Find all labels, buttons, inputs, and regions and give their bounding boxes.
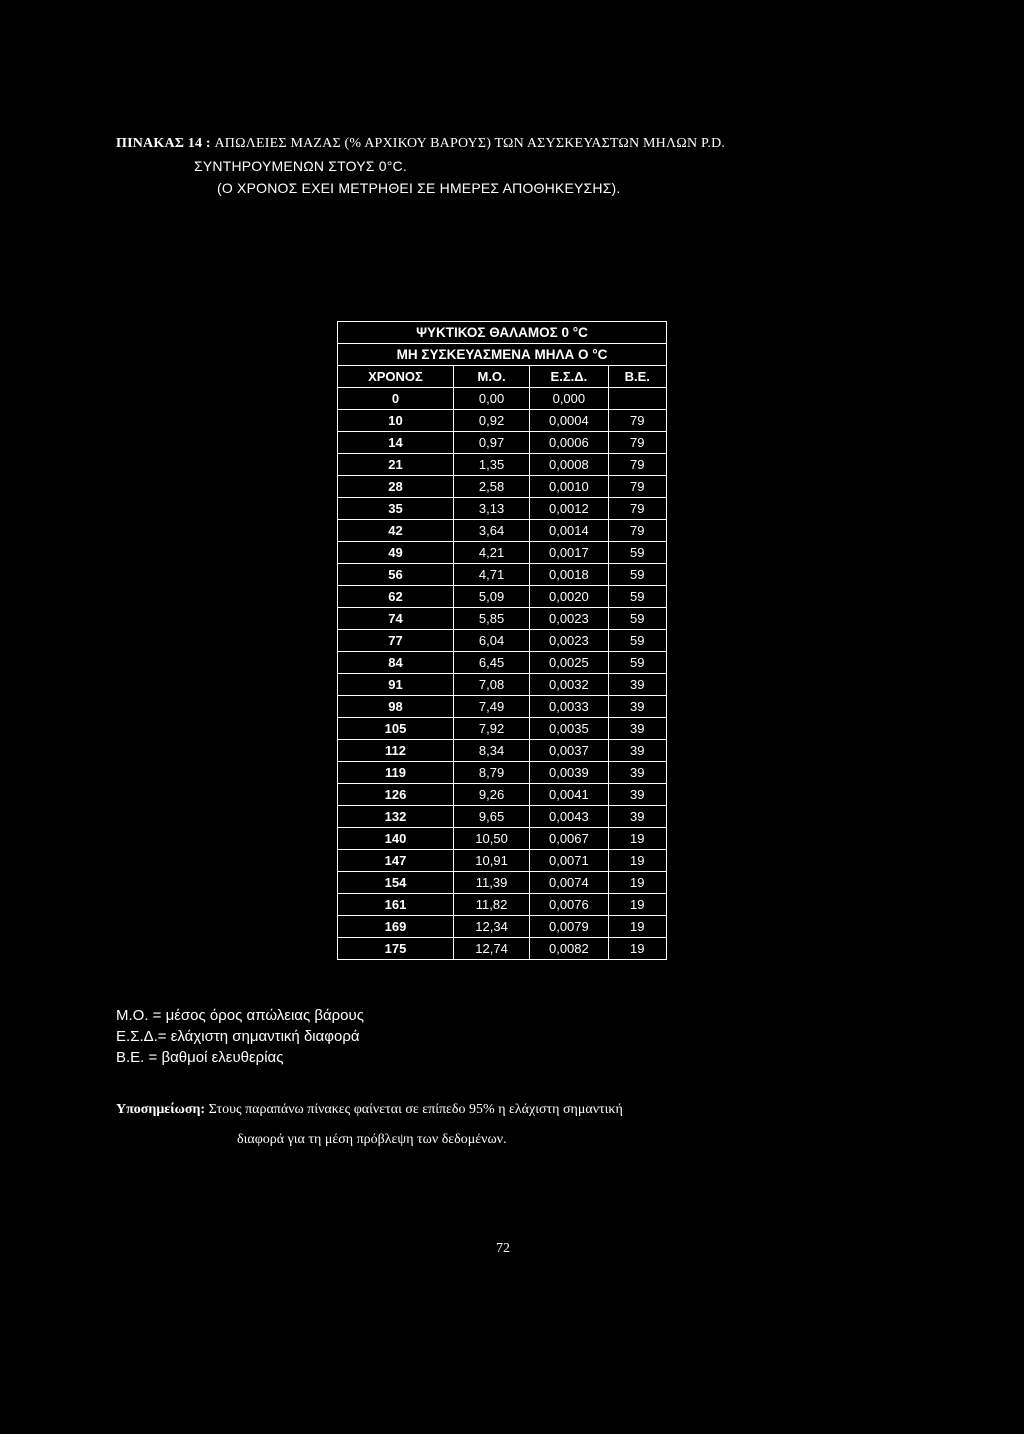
df-cell: 19 [608, 872, 666, 894]
df-cell: 79 [608, 498, 666, 520]
caption-line-1 [116, 133, 725, 155]
df-cell: 19 [608, 916, 666, 938]
df-cell: 19 [608, 938, 666, 960]
mean-cell: 11,39 [453, 872, 529, 894]
mean-cell: 5,85 [453, 608, 529, 630]
legend [116, 1005, 364, 1068]
table-row [338, 652, 667, 674]
mean-cell: 4,71 [453, 564, 529, 586]
df-cell: 79 [608, 454, 666, 476]
mean-cell: 0,00 [453, 388, 529, 410]
mean-cell: 7,49 [453, 696, 529, 718]
time-cell: 126 [338, 784, 454, 806]
lsd-cell: 0,0017 [530, 542, 608, 564]
time-cell: 14 [338, 432, 454, 454]
table-row [338, 498, 667, 520]
table-row [338, 432, 667, 454]
table-row [338, 410, 667, 432]
table-row [338, 850, 667, 872]
table-row [338, 696, 667, 718]
df-cell: 59 [608, 564, 666, 586]
time-cell: 119 [338, 762, 454, 784]
column-header-time: ΧΡΟΝΟΣ [338, 366, 454, 388]
time-cell: 91 [338, 674, 454, 696]
table-row [338, 740, 667, 762]
lsd-cell: 0,0014 [530, 520, 608, 542]
mean-cell: 12,34 [453, 916, 529, 938]
caption-title: ΑΠΩΛΕΙΕΣ ΜΑΖΑΣ (% ΑΡΧΙΚΟΥ ΒΑΡΟΥΣ) ΤΩΝ ΑΣΥΣΚΕΥΑΣΤΩΝ ΜΗΛΩΝ P.D. [214, 136, 726, 151]
time-cell: 77 [338, 630, 454, 652]
time-cell: 112 [338, 740, 454, 762]
table-title-row-1 [338, 322, 667, 344]
df-cell: 39 [608, 674, 666, 696]
caption-table-number: ΠΙΝΑΚΑΣ 14 : [116, 136, 215, 151]
mean-cell: 3,13 [453, 498, 529, 520]
time-cell: 84 [338, 652, 454, 674]
page-number: 72 [496, 1241, 510, 1256]
df-cell: 39 [608, 718, 666, 740]
lsd-cell: 0,0006 [530, 432, 608, 454]
lsd-cell: 0,0018 [530, 564, 608, 586]
df-cell: 59 [608, 542, 666, 564]
lsd-cell: 0,0079 [530, 916, 608, 938]
column-header-df: Β.Ε. [608, 366, 666, 388]
mean-cell: 11,82 [453, 894, 529, 916]
mean-cell: 7,92 [453, 718, 529, 740]
time-cell: 21 [338, 454, 454, 476]
time-cell: 10 [338, 410, 454, 432]
table-row [338, 388, 667, 410]
table-row [338, 454, 667, 476]
table-row [338, 894, 667, 916]
lsd-cell: 0,0004 [530, 410, 608, 432]
df-cell: 79 [608, 432, 666, 454]
table-row [338, 916, 667, 938]
df-cell [608, 388, 666, 410]
mean-cell: 12,74 [453, 938, 529, 960]
column-header-lsd: Ε.Σ.Δ. [530, 366, 608, 388]
lsd-cell: 0,0033 [530, 696, 608, 718]
time-cell: 98 [338, 696, 454, 718]
lsd-cell: 0,0041 [530, 784, 608, 806]
lsd-cell: 0,0076 [530, 894, 608, 916]
df-cell: 79 [608, 520, 666, 542]
table-row [338, 520, 667, 542]
mean-cell: 6,45 [453, 652, 529, 674]
table-title-row-2 [338, 344, 667, 366]
lsd-cell: 0,0043 [530, 806, 608, 828]
lsd-cell: 0,0032 [530, 674, 608, 696]
time-cell: 56 [338, 564, 454, 586]
table-row [338, 872, 667, 894]
table-header-row [338, 366, 667, 388]
mean-cell: 7,08 [453, 674, 529, 696]
lsd-cell: 0,0025 [530, 652, 608, 674]
time-cell: 35 [338, 498, 454, 520]
time-cell: 175 [338, 938, 454, 960]
mean-cell: 1,35 [453, 454, 529, 476]
df-cell: 59 [608, 608, 666, 630]
table-row [338, 718, 667, 740]
df-cell: 19 [608, 850, 666, 872]
df-cell: 39 [608, 740, 666, 762]
lsd-cell: 0,000 [530, 388, 608, 410]
time-cell: 74 [338, 608, 454, 630]
mean-cell: 9,26 [453, 784, 529, 806]
lsd-cell: 0,0037 [530, 740, 608, 762]
lsd-cell: 0,0020 [530, 586, 608, 608]
table-row [338, 630, 667, 652]
df-cell: 59 [608, 586, 666, 608]
mean-cell: 0,92 [453, 410, 529, 432]
lsd-cell: 0,0012 [530, 498, 608, 520]
lsd-cell: 0,0023 [530, 630, 608, 652]
lsd-cell: 0,0010 [530, 476, 608, 498]
mean-cell: 6,04 [453, 630, 529, 652]
mean-cell: 9,65 [453, 806, 529, 828]
lsd-cell: 0,0067 [530, 828, 608, 850]
time-cell: 147 [338, 850, 454, 872]
legend-item-lsd: Ε.Σ.Δ.= ελάχιστη σημαντική διαφορά [116, 1028, 360, 1045]
footnote-label: Υποσημείωση: [116, 1102, 206, 1117]
table-row [338, 608, 667, 630]
time-cell: 161 [338, 894, 454, 916]
lsd-cell: 0,0071 [530, 850, 608, 872]
time-cell: 42 [338, 520, 454, 542]
mean-cell: 2,58 [453, 476, 529, 498]
time-cell: 28 [338, 476, 454, 498]
mean-cell: 8,34 [453, 740, 529, 762]
lsd-cell: 0,0008 [530, 454, 608, 476]
footnote-text-1: Στους παραπάνω πίνακες φαίνεται σε επίπεδο 95% η ελάχιστη σημαντική [205, 1102, 623, 1117]
footnote [116, 1095, 836, 1155]
lsd-cell: 0,0035 [530, 718, 608, 740]
lsd-cell: 0,0082 [530, 938, 608, 960]
time-cell: 62 [338, 586, 454, 608]
table-row [338, 784, 667, 806]
table-row [338, 938, 667, 960]
table-row [338, 476, 667, 498]
table-row [338, 564, 667, 586]
table-row [338, 542, 667, 564]
caption-line-2: ΣΥΝΤΗΡΟΥΜΕΝΩΝ ΣΤΟΥΣ 0°C. [194, 158, 407, 174]
mean-cell: 5,09 [453, 586, 529, 608]
df-cell: 39 [608, 806, 666, 828]
data-table [337, 321, 667, 960]
df-cell: 79 [608, 476, 666, 498]
time-cell: 0 [338, 388, 454, 410]
table-row [338, 762, 667, 784]
legend-item-mean: Μ.Ο. = μέσος όρος απώλειας βάρους [116, 1007, 364, 1024]
table-caption [116, 133, 725, 199]
table-title-1: ΨΥΚΤΙΚΟΣ ΘΑΛΑΜΟΣ 0 °C [338, 322, 667, 344]
mean-cell: 3,64 [453, 520, 529, 542]
footnote-line-1 [116, 1095, 836, 1125]
legend-item-df: Β.Ε. = βαθμοί ελευθερίας [116, 1049, 284, 1066]
time-cell: 140 [338, 828, 454, 850]
lsd-cell: 0,0039 [530, 762, 608, 784]
df-cell: 19 [608, 894, 666, 916]
lsd-cell: 0,0074 [530, 872, 608, 894]
mean-cell: 10,50 [453, 828, 529, 850]
table-title-2: ΜΗ ΣΥΣΚΕΥΑΣΜΕΝΑ ΜΗΛΑ Ο °C [338, 344, 667, 366]
df-cell: 39 [608, 696, 666, 718]
time-cell: 154 [338, 872, 454, 894]
df-cell: 79 [608, 410, 666, 432]
df-cell: 39 [608, 784, 666, 806]
time-cell: 132 [338, 806, 454, 828]
table-row [338, 806, 667, 828]
mean-cell: 10,91 [453, 850, 529, 872]
df-cell: 19 [608, 828, 666, 850]
time-cell: 105 [338, 718, 454, 740]
df-cell: 39 [608, 762, 666, 784]
table-row [338, 674, 667, 696]
mean-cell: 4,21 [453, 542, 529, 564]
column-header-mean: Μ.Ο. [453, 366, 529, 388]
time-cell: 169 [338, 916, 454, 938]
mean-cell: 0,97 [453, 432, 529, 454]
caption-line-3: (Ο ΧΡΟΝΟΣ ΕΧΕΙ ΜΕΤΡΗΘΕΙ ΣΕ ΗΜΕΡΕΣ ΑΠΟΘΗΚΕΥΣΗΣ). [217, 180, 621, 196]
table-row [338, 586, 667, 608]
footnote-line-2: διαφορά για τη μέση πρόβλεψη των δεδομένων. [237, 1132, 507, 1147]
lsd-cell: 0,0023 [530, 608, 608, 630]
df-cell: 59 [608, 630, 666, 652]
df-cell: 59 [608, 652, 666, 674]
mean-cell: 8,79 [453, 762, 529, 784]
table-row [338, 828, 667, 850]
time-cell: 49 [338, 542, 454, 564]
